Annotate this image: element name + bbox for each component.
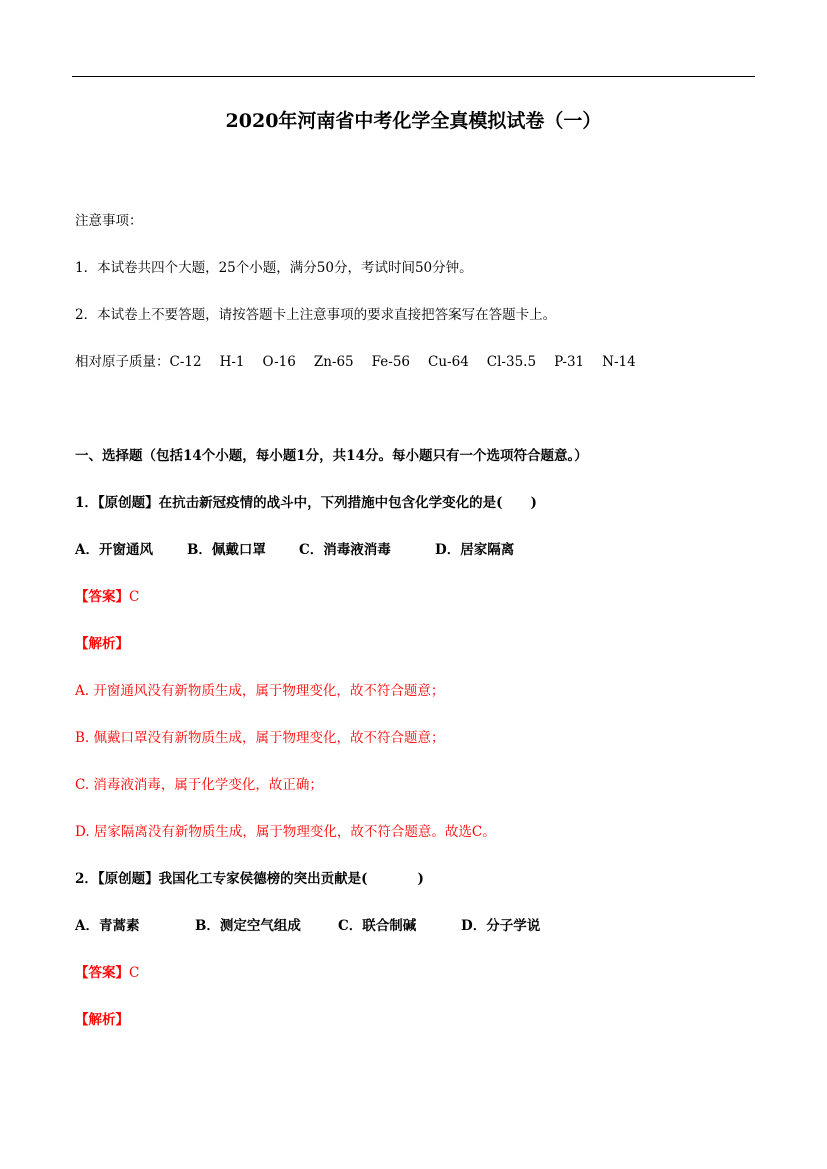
option-a: A．青蒿素 — [75, 918, 140, 934]
atomic-mass-value: Zn-65 — [313, 354, 354, 370]
question-2-analysis-label: 【解析】 — [75, 1012, 129, 1028]
atomic-mass-value: Cu-64 — [428, 354, 469, 370]
question-2-paren-close: ) — [417, 871, 424, 887]
atomic-mass-value: H-1 — [219, 354, 245, 370]
question-1-text: 1．【原创题】在抗击新冠疫情的战斗中，下列措施中包含化学变化的是( — [75, 495, 503, 511]
atomic-mass-value: C-12 — [169, 354, 202, 370]
notice-item-2: 2．本试卷上不要答题，请按答题卡上注意事项的要求直接把答案写在答题卡上。 — [75, 307, 557, 323]
analysis-line-b: B. 佩戴口罩没有新物质生成，属于物理变化，故不符合题意； — [75, 730, 445, 746]
answer-value: C — [129, 589, 140, 605]
notice-heading: 注意事项： — [75, 213, 143, 229]
atomic-mass-value: Fe-56 — [371, 354, 411, 370]
option-b: B．佩戴口罩 — [187, 542, 266, 558]
atomic-mass-label: 相对原子质量： — [75, 354, 170, 370]
question-1-stem — [75, 494, 537, 512]
analysis-line-d: D. 居家隔离没有新物质生成，属于物理变化，故不符合题意。故选C。 — [75, 824, 496, 840]
answer-value: C — [129, 965, 140, 981]
question-2-text: 2．【原创题】我国化工专家侯德榜的突出贡献是( — [75, 871, 368, 887]
analysis-line-c: C. 消毒液消毒，属于化学变化，故正确； — [75, 777, 323, 793]
atomic-mass-value: N-14 — [602, 354, 636, 370]
section-1-heading: 一、选择题（包括14个小题，每小题1分，共14分。每小题只有一个选项符合题意。） — [75, 448, 588, 464]
question-1-paren-close: ) — [530, 495, 537, 511]
question-1-options — [75, 541, 514, 559]
atomic-mass-line — [75, 353, 636, 371]
atomic-mass-value: O-16 — [262, 354, 296, 370]
option-d: D．居家隔离 — [435, 542, 515, 558]
option-a: A．开窗通风 — [75, 542, 153, 558]
answer-label: 【答案】 — [75, 589, 129, 605]
option-d: D．分子学说 — [461, 918, 541, 934]
header-rule — [72, 76, 755, 77]
option-c: C．联合制碱 — [338, 918, 417, 934]
question-2-stem — [75, 870, 424, 888]
option-b: B．测定空气组成 — [195, 918, 301, 934]
question-1-answer — [75, 588, 139, 606]
atomic-mass-value: Cl-35.5 — [486, 354, 537, 370]
notice-item-1: 1．本试卷共四个大题，25个小题，满分50分，考试时间50分钟。 — [75, 260, 473, 276]
page-title: 2020年河南省中考化学全真模拟试卷（一） — [225, 110, 602, 132]
option-c: C．消毒液消毒 — [299, 542, 391, 558]
analysis-line-a: A. 开窗通风没有新物质生成，属于物理变化，故不符合题意； — [75, 683, 445, 699]
answer-label: 【答案】 — [75, 965, 129, 981]
question-1-analysis-label: 【解析】 — [75, 636, 129, 652]
question-2-answer — [75, 964, 139, 982]
atomic-mass-value: P-31 — [554, 354, 585, 370]
question-2-options — [75, 917, 540, 935]
